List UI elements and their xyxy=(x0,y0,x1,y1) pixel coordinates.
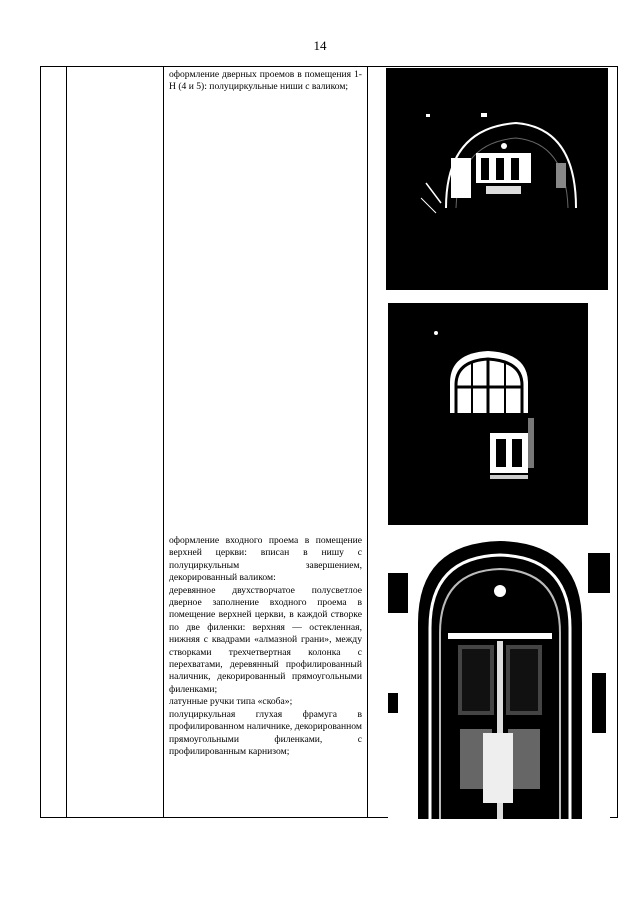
table-row xyxy=(41,67,618,818)
description-paragraph: деревянное двухстворчатое полусветлое дверное заполнение входного проема в помещение верхней церкви, в каждой створке по две филенки: верхняя — остекленная, нижняя с квадрами «алмазной грани», между створками трехчетвертная колонка с перехватами, деревянный профилированный наличник, декорированный прямоугольными филенками; xyxy=(169,584,362,695)
cell-description xyxy=(164,67,368,818)
description-paragraph: полуциркульная глухая фрамуга в профилированном наличнике, декорированном прямоугольными филенками, с профилированным карнизом; xyxy=(169,708,362,757)
cell-photos xyxy=(368,67,618,818)
cell-number xyxy=(41,67,67,818)
description-paragraph: латунные ручки типа «скоба»; xyxy=(169,696,293,708)
description-paragraph: оформление дверных проемов в помещения 1-Н (4 и 5): полуциркульные ниши с валиком; xyxy=(169,69,362,93)
photo-arched-door-niche-interior xyxy=(386,68,608,290)
description-table xyxy=(40,66,618,818)
description-paragraph: оформление входного проема в помещение верхней церкви: вписан в нишу с полуциркульным завершением, декорированный валиком: xyxy=(169,535,362,584)
page-number: 14 xyxy=(313,38,327,53)
description-block-door-openings xyxy=(169,69,362,94)
description-block-entrance xyxy=(169,535,362,758)
photo-arched-entrance-door xyxy=(388,533,610,819)
photo-arched-window-interior xyxy=(388,303,588,525)
cell-name xyxy=(67,67,164,818)
